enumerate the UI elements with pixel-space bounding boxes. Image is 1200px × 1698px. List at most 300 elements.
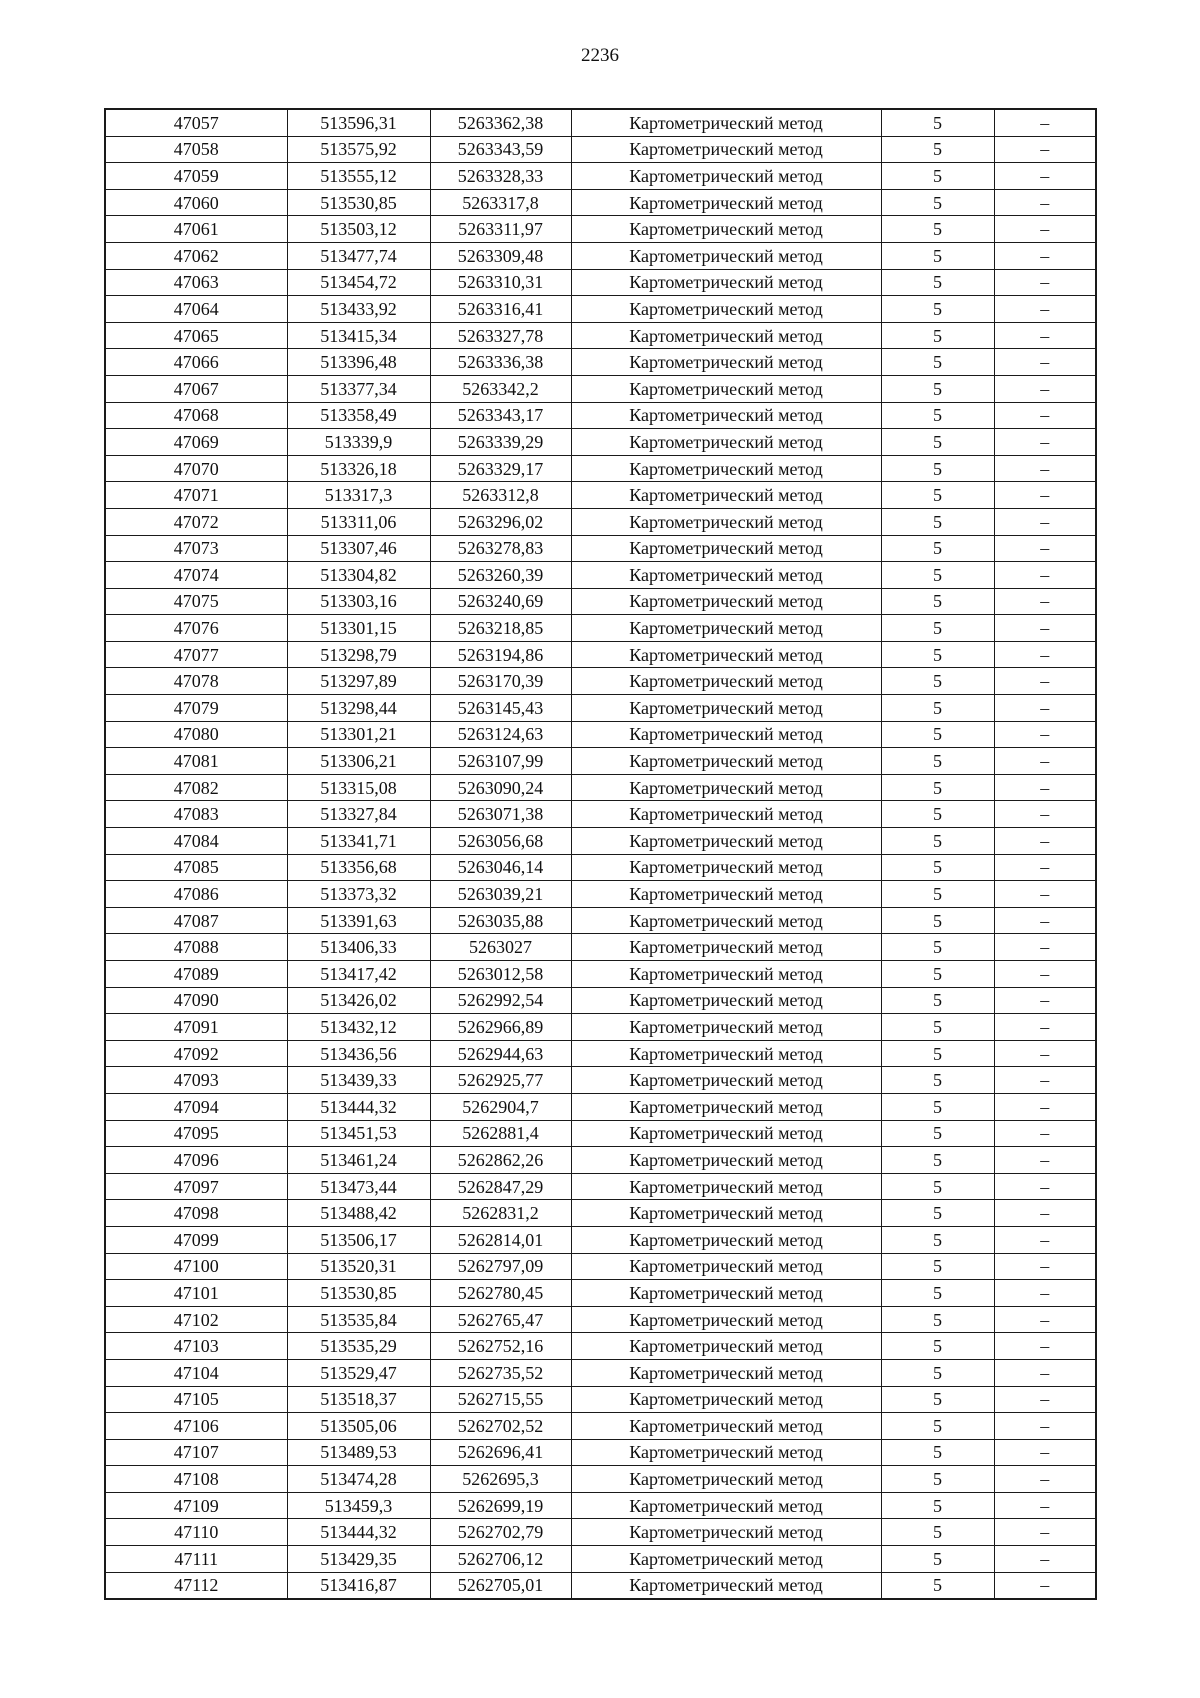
y-coordinate-cell: 5263343,59 bbox=[430, 136, 571, 163]
accuracy-cell: 5 bbox=[881, 668, 994, 695]
y-coordinate-cell: 5263343,17 bbox=[430, 402, 571, 429]
accuracy-cell: 5 bbox=[881, 136, 994, 163]
x-coordinate-cell: 513373,32 bbox=[287, 881, 430, 908]
accuracy-cell: 5 bbox=[881, 881, 994, 908]
table-row bbox=[105, 1253, 1096, 1280]
method-cell: Картометрический метод bbox=[571, 1067, 881, 1094]
method-cell: Картометрический метод bbox=[571, 1147, 881, 1174]
x-coordinate-cell: 513459,3 bbox=[287, 1492, 430, 1519]
point-number-cell: 47094 bbox=[105, 1093, 287, 1120]
note-cell: – bbox=[994, 1200, 1096, 1227]
table-row bbox=[105, 1359, 1096, 1386]
note-cell: – bbox=[994, 1147, 1096, 1174]
point-number-cell: 47088 bbox=[105, 934, 287, 961]
point-number-cell: 47100 bbox=[105, 1253, 287, 1280]
method-cell: Картометрический метод bbox=[571, 1333, 881, 1360]
x-coordinate-cell: 513530,85 bbox=[287, 189, 430, 216]
table-row bbox=[105, 455, 1096, 482]
note-cell: – bbox=[994, 269, 1096, 296]
table-row bbox=[105, 1306, 1096, 1333]
point-number-cell: 47109 bbox=[105, 1492, 287, 1519]
note-cell: – bbox=[994, 1519, 1096, 1546]
x-coordinate-cell: 513520,31 bbox=[287, 1253, 430, 1280]
point-number-cell: 47104 bbox=[105, 1359, 287, 1386]
method-cell: Картометрический метод bbox=[571, 615, 881, 642]
y-coordinate-cell: 5262706,12 bbox=[430, 1546, 571, 1573]
note-cell: – bbox=[994, 1492, 1096, 1519]
x-coordinate-cell: 513535,84 bbox=[287, 1306, 430, 1333]
table-row bbox=[105, 429, 1096, 456]
y-coordinate-cell: 5263312,8 bbox=[430, 482, 571, 509]
accuracy-cell: 5 bbox=[881, 934, 994, 961]
x-coordinate-cell: 513306,21 bbox=[287, 748, 430, 775]
accuracy-cell: 5 bbox=[881, 828, 994, 855]
table-row bbox=[105, 828, 1096, 855]
note-cell: – bbox=[994, 1466, 1096, 1493]
accuracy-cell: 5 bbox=[881, 535, 994, 562]
method-cell: Картометрический метод bbox=[571, 934, 881, 961]
accuracy-cell: 5 bbox=[881, 482, 994, 509]
table-row bbox=[105, 1093, 1096, 1120]
note-cell: – bbox=[994, 1359, 1096, 1386]
note-cell: – bbox=[994, 1093, 1096, 1120]
point-number-cell: 47105 bbox=[105, 1386, 287, 1413]
point-number-cell: 47091 bbox=[105, 1014, 287, 1041]
page-number: 2236 bbox=[581, 45, 619, 66]
note-cell: – bbox=[994, 429, 1096, 456]
method-cell: Картометрический метод bbox=[571, 322, 881, 349]
y-coordinate-cell: 5262752,16 bbox=[430, 1333, 571, 1360]
x-coordinate-cell: 513339,9 bbox=[287, 429, 430, 456]
table-row bbox=[105, 615, 1096, 642]
method-cell: Картометрический метод bbox=[571, 1014, 881, 1041]
note-cell: – bbox=[994, 482, 1096, 509]
accuracy-cell: 5 bbox=[881, 1120, 994, 1147]
table-row bbox=[105, 163, 1096, 190]
x-coordinate-cell: 513429,35 bbox=[287, 1546, 430, 1573]
y-coordinate-cell: 5263311,97 bbox=[430, 216, 571, 243]
y-coordinate-cell: 5263278,83 bbox=[430, 535, 571, 562]
accuracy-cell: 5 bbox=[881, 1519, 994, 1546]
y-coordinate-cell: 5263039,21 bbox=[430, 881, 571, 908]
accuracy-cell: 5 bbox=[881, 721, 994, 748]
x-coordinate-cell: 513518,37 bbox=[287, 1386, 430, 1413]
y-coordinate-cell: 5262814,01 bbox=[430, 1226, 571, 1253]
x-coordinate-cell: 513311,06 bbox=[287, 508, 430, 535]
point-number-cell: 47061 bbox=[105, 216, 287, 243]
method-cell: Картометрический метод bbox=[571, 136, 881, 163]
table-row bbox=[105, 987, 1096, 1014]
method-cell: Картометрический метод bbox=[571, 1519, 881, 1546]
note-cell: – bbox=[994, 774, 1096, 801]
accuracy-cell: 5 bbox=[881, 1386, 994, 1413]
point-number-cell: 47065 bbox=[105, 322, 287, 349]
y-coordinate-cell: 5263194,86 bbox=[430, 641, 571, 668]
y-coordinate-cell: 5263056,68 bbox=[430, 828, 571, 855]
table-row bbox=[105, 1173, 1096, 1200]
table-row bbox=[105, 1067, 1096, 1094]
note-cell: – bbox=[994, 1413, 1096, 1440]
x-coordinate-cell: 513505,06 bbox=[287, 1413, 430, 1440]
method-cell: Картометрический метод bbox=[571, 721, 881, 748]
table-row bbox=[105, 721, 1096, 748]
accuracy-cell: 5 bbox=[881, 1014, 994, 1041]
coordinates-table-body bbox=[105, 109, 1096, 1599]
x-coordinate-cell: 513298,79 bbox=[287, 641, 430, 668]
point-number-cell: 47057 bbox=[105, 109, 287, 136]
method-cell: Картометрический метод bbox=[571, 1040, 881, 1067]
note-cell: – bbox=[994, 455, 1096, 482]
table-row bbox=[105, 961, 1096, 988]
accuracy-cell: 5 bbox=[881, 508, 994, 535]
point-number-cell: 47089 bbox=[105, 961, 287, 988]
point-number-cell: 47063 bbox=[105, 269, 287, 296]
accuracy-cell: 5 bbox=[881, 562, 994, 589]
point-number-cell: 47096 bbox=[105, 1147, 287, 1174]
x-coordinate-cell: 513555,12 bbox=[287, 163, 430, 190]
x-coordinate-cell: 513298,44 bbox=[287, 695, 430, 722]
note-cell: – bbox=[994, 1253, 1096, 1280]
table-row bbox=[105, 801, 1096, 828]
accuracy-cell: 5 bbox=[881, 615, 994, 642]
y-coordinate-cell: 5263336,38 bbox=[430, 349, 571, 376]
table-row bbox=[105, 1519, 1096, 1546]
point-number-cell: 47080 bbox=[105, 721, 287, 748]
note-cell: – bbox=[994, 881, 1096, 908]
table-row bbox=[105, 1572, 1096, 1599]
y-coordinate-cell: 5263309,48 bbox=[430, 242, 571, 269]
point-number-cell: 47070 bbox=[105, 455, 287, 482]
point-number-cell: 47101 bbox=[105, 1280, 287, 1307]
table-row bbox=[105, 1413, 1096, 1440]
point-number-cell: 47082 bbox=[105, 774, 287, 801]
method-cell: Картометрический метод bbox=[571, 163, 881, 190]
y-coordinate-cell: 5263328,33 bbox=[430, 163, 571, 190]
x-coordinate-cell: 513454,72 bbox=[287, 269, 430, 296]
accuracy-cell: 5 bbox=[881, 455, 994, 482]
accuracy-cell: 5 bbox=[881, 801, 994, 828]
x-coordinate-cell: 513416,87 bbox=[287, 1572, 430, 1599]
table-row bbox=[105, 668, 1096, 695]
accuracy-cell: 5 bbox=[881, 1253, 994, 1280]
note-cell: – bbox=[994, 189, 1096, 216]
point-number-cell: 47062 bbox=[105, 242, 287, 269]
method-cell: Картометрический метод bbox=[571, 828, 881, 855]
method-cell: Картометрический метод bbox=[571, 1253, 881, 1280]
table-row bbox=[105, 1200, 1096, 1227]
x-coordinate-cell: 513461,24 bbox=[287, 1147, 430, 1174]
x-coordinate-cell: 513358,49 bbox=[287, 402, 430, 429]
table-row bbox=[105, 109, 1096, 136]
x-coordinate-cell: 513341,71 bbox=[287, 828, 430, 855]
y-coordinate-cell: 5262992,54 bbox=[430, 987, 571, 1014]
note-cell: – bbox=[994, 349, 1096, 376]
point-number-cell: 47077 bbox=[105, 641, 287, 668]
x-coordinate-cell: 513506,17 bbox=[287, 1226, 430, 1253]
method-cell: Картометрический метод bbox=[571, 562, 881, 589]
table-row bbox=[105, 189, 1096, 216]
table-row bbox=[105, 641, 1096, 668]
x-coordinate-cell: 513327,84 bbox=[287, 801, 430, 828]
method-cell: Картометрический метод bbox=[571, 854, 881, 881]
y-coordinate-cell: 5262925,77 bbox=[430, 1067, 571, 1094]
x-coordinate-cell: 513391,63 bbox=[287, 907, 430, 934]
x-coordinate-cell: 513307,46 bbox=[287, 535, 430, 562]
table-row bbox=[105, 1333, 1096, 1360]
note-cell: – bbox=[994, 1306, 1096, 1333]
x-coordinate-cell: 513530,85 bbox=[287, 1280, 430, 1307]
note-cell: – bbox=[994, 1546, 1096, 1573]
point-number-cell: 47095 bbox=[105, 1120, 287, 1147]
x-coordinate-cell: 513433,92 bbox=[287, 296, 430, 323]
point-number-cell: 47087 bbox=[105, 907, 287, 934]
table-row bbox=[105, 402, 1096, 429]
accuracy-cell: 5 bbox=[881, 109, 994, 136]
note-cell: – bbox=[994, 375, 1096, 402]
x-coordinate-cell: 513529,47 bbox=[287, 1359, 430, 1386]
y-coordinate-cell: 5263339,29 bbox=[430, 429, 571, 456]
x-coordinate-cell: 513303,16 bbox=[287, 588, 430, 615]
y-coordinate-cell: 5263218,85 bbox=[430, 615, 571, 642]
point-number-cell: 47066 bbox=[105, 349, 287, 376]
point-number-cell: 47106 bbox=[105, 1413, 287, 1440]
y-coordinate-cell: 5263240,69 bbox=[430, 588, 571, 615]
accuracy-cell: 5 bbox=[881, 1439, 994, 1466]
table-row bbox=[105, 774, 1096, 801]
point-number-cell: 47111 bbox=[105, 1546, 287, 1573]
note-cell: – bbox=[994, 961, 1096, 988]
y-coordinate-cell: 5263316,41 bbox=[430, 296, 571, 323]
point-number-cell: 47071 bbox=[105, 482, 287, 509]
table-row bbox=[105, 242, 1096, 269]
y-coordinate-cell: 5262847,29 bbox=[430, 1173, 571, 1200]
accuracy-cell: 5 bbox=[881, 189, 994, 216]
y-coordinate-cell: 5263327,78 bbox=[430, 322, 571, 349]
y-coordinate-cell: 5263012,58 bbox=[430, 961, 571, 988]
table-row bbox=[105, 508, 1096, 535]
accuracy-cell: 5 bbox=[881, 774, 994, 801]
note-cell: – bbox=[994, 402, 1096, 429]
y-coordinate-cell: 5262705,01 bbox=[430, 1572, 571, 1599]
x-coordinate-cell: 513356,68 bbox=[287, 854, 430, 881]
x-coordinate-cell: 513477,74 bbox=[287, 242, 430, 269]
note-cell: – bbox=[994, 748, 1096, 775]
method-cell: Картометрический метод bbox=[571, 455, 881, 482]
y-coordinate-cell: 5263170,39 bbox=[430, 668, 571, 695]
x-coordinate-cell: 513396,48 bbox=[287, 349, 430, 376]
accuracy-cell: 5 bbox=[881, 961, 994, 988]
y-coordinate-cell: 5262735,52 bbox=[430, 1359, 571, 1386]
method-cell: Картометрический метод bbox=[571, 349, 881, 376]
point-number-cell: 47058 bbox=[105, 136, 287, 163]
accuracy-cell: 5 bbox=[881, 695, 994, 722]
table-row bbox=[105, 588, 1096, 615]
y-coordinate-cell: 5263317,8 bbox=[430, 189, 571, 216]
point-number-cell: 47078 bbox=[105, 668, 287, 695]
table-row bbox=[105, 296, 1096, 323]
note-cell: – bbox=[994, 163, 1096, 190]
accuracy-cell: 5 bbox=[881, 748, 994, 775]
point-number-cell: 47069 bbox=[105, 429, 287, 456]
x-coordinate-cell: 513315,08 bbox=[287, 774, 430, 801]
x-coordinate-cell: 513377,34 bbox=[287, 375, 430, 402]
y-coordinate-cell: 5263046,14 bbox=[430, 854, 571, 881]
point-number-cell: 47092 bbox=[105, 1040, 287, 1067]
point-number-cell: 47108 bbox=[105, 1466, 287, 1493]
y-coordinate-cell: 5263124,63 bbox=[430, 721, 571, 748]
accuracy-cell: 5 bbox=[881, 641, 994, 668]
x-coordinate-cell: 513432,12 bbox=[287, 1014, 430, 1041]
method-cell: Картометрический метод bbox=[571, 1546, 881, 1573]
note-cell: – bbox=[994, 695, 1096, 722]
table-row bbox=[105, 1546, 1096, 1573]
note-cell: – bbox=[994, 1572, 1096, 1599]
y-coordinate-cell: 5262780,45 bbox=[430, 1280, 571, 1307]
method-cell: Картометрический метод bbox=[571, 1572, 881, 1599]
y-coordinate-cell: 5262699,19 bbox=[430, 1492, 571, 1519]
point-number-cell: 47107 bbox=[105, 1439, 287, 1466]
note-cell: – bbox=[994, 934, 1096, 961]
method-cell: Картометрический метод bbox=[571, 881, 881, 908]
accuracy-cell: 5 bbox=[881, 854, 994, 881]
note-cell: – bbox=[994, 801, 1096, 828]
accuracy-cell: 5 bbox=[881, 987, 994, 1014]
x-coordinate-cell: 513575,92 bbox=[287, 136, 430, 163]
method-cell: Картометрический метод bbox=[571, 668, 881, 695]
table-row bbox=[105, 216, 1096, 243]
point-number-cell: 47060 bbox=[105, 189, 287, 216]
accuracy-cell: 5 bbox=[881, 1572, 994, 1599]
y-coordinate-cell: 5263310,31 bbox=[430, 269, 571, 296]
table-row bbox=[105, 695, 1096, 722]
note-cell: – bbox=[994, 322, 1096, 349]
method-cell: Картометрический метод bbox=[571, 375, 881, 402]
point-number-cell: 47079 bbox=[105, 695, 287, 722]
method-cell: Картометрический метод bbox=[571, 109, 881, 136]
note-cell: – bbox=[994, 987, 1096, 1014]
x-coordinate-cell: 513297,89 bbox=[287, 668, 430, 695]
table-row bbox=[105, 1492, 1096, 1519]
y-coordinate-cell: 5262831,2 bbox=[430, 1200, 571, 1227]
table-row bbox=[105, 482, 1096, 509]
accuracy-cell: 5 bbox=[881, 1226, 994, 1253]
table-row bbox=[105, 1280, 1096, 1307]
method-cell: Картометрический метод bbox=[571, 296, 881, 323]
accuracy-cell: 5 bbox=[881, 1492, 994, 1519]
table-row bbox=[105, 1226, 1096, 1253]
method-cell: Картометрический метод bbox=[571, 641, 881, 668]
point-number-cell: 47110 bbox=[105, 1519, 287, 1546]
method-cell: Картометрический метод bbox=[571, 1492, 881, 1519]
note-cell: – bbox=[994, 216, 1096, 243]
point-number-cell: 47068 bbox=[105, 402, 287, 429]
note-cell: – bbox=[994, 1280, 1096, 1307]
note-cell: – bbox=[994, 1439, 1096, 1466]
x-coordinate-cell: 513417,42 bbox=[287, 961, 430, 988]
x-coordinate-cell: 513473,44 bbox=[287, 1173, 430, 1200]
accuracy-cell: 5 bbox=[881, 242, 994, 269]
point-number-cell: 47085 bbox=[105, 854, 287, 881]
table-row bbox=[105, 375, 1096, 402]
note-cell: – bbox=[994, 1333, 1096, 1360]
point-number-cell: 47097 bbox=[105, 1173, 287, 1200]
note-cell: – bbox=[994, 296, 1096, 323]
point-number-cell: 47093 bbox=[105, 1067, 287, 1094]
point-number-cell: 47083 bbox=[105, 801, 287, 828]
method-cell: Картометрический метод bbox=[571, 1359, 881, 1386]
point-number-cell: 47067 bbox=[105, 375, 287, 402]
accuracy-cell: 5 bbox=[881, 269, 994, 296]
table-row bbox=[105, 881, 1096, 908]
point-number-cell: 47059 bbox=[105, 163, 287, 190]
y-coordinate-cell: 5263145,43 bbox=[430, 695, 571, 722]
accuracy-cell: 5 bbox=[881, 322, 994, 349]
y-coordinate-cell: 5262966,89 bbox=[430, 1014, 571, 1041]
accuracy-cell: 5 bbox=[881, 402, 994, 429]
x-coordinate-cell: 513474,28 bbox=[287, 1466, 430, 1493]
y-coordinate-cell: 5262702,79 bbox=[430, 1519, 571, 1546]
y-coordinate-cell: 5263362,38 bbox=[430, 109, 571, 136]
y-coordinate-cell: 5263260,39 bbox=[430, 562, 571, 589]
y-coordinate-cell: 5262715,55 bbox=[430, 1386, 571, 1413]
table-row bbox=[105, 269, 1096, 296]
accuracy-cell: 5 bbox=[881, 163, 994, 190]
note-cell: – bbox=[994, 1173, 1096, 1200]
y-coordinate-cell: 5262695,3 bbox=[430, 1466, 571, 1493]
accuracy-cell: 5 bbox=[881, 1040, 994, 1067]
point-number-cell: 47073 bbox=[105, 535, 287, 562]
method-cell: Картометрический метод bbox=[571, 1466, 881, 1493]
y-coordinate-cell: 5262904,7 bbox=[430, 1093, 571, 1120]
note-cell: – bbox=[994, 854, 1096, 881]
y-coordinate-cell: 5262696,41 bbox=[430, 1439, 571, 1466]
method-cell: Картометрический метод bbox=[571, 774, 881, 801]
table-row bbox=[105, 748, 1096, 775]
table-row bbox=[105, 1040, 1096, 1067]
x-coordinate-cell: 513436,56 bbox=[287, 1040, 430, 1067]
accuracy-cell: 5 bbox=[881, 216, 994, 243]
note-cell: – bbox=[994, 508, 1096, 535]
table-row bbox=[105, 1147, 1096, 1174]
method-cell: Картометрический метод bbox=[571, 1093, 881, 1120]
table-row bbox=[105, 322, 1096, 349]
y-coordinate-cell: 5263035,88 bbox=[430, 907, 571, 934]
point-number-cell: 47099 bbox=[105, 1226, 287, 1253]
method-cell: Картометрический метод bbox=[571, 482, 881, 509]
point-number-cell: 47090 bbox=[105, 987, 287, 1014]
x-coordinate-cell: 513596,31 bbox=[287, 109, 430, 136]
method-cell: Картометрический метод bbox=[571, 588, 881, 615]
y-coordinate-cell: 5263296,02 bbox=[430, 508, 571, 535]
x-coordinate-cell: 513406,33 bbox=[287, 934, 430, 961]
method-cell: Картометрический метод bbox=[571, 748, 881, 775]
note-cell: – bbox=[994, 828, 1096, 855]
method-cell: Картометрический метод bbox=[571, 535, 881, 562]
coordinates-table bbox=[104, 108, 1097, 1600]
table-row bbox=[105, 1386, 1096, 1413]
method-cell: Картометрический метод bbox=[571, 402, 881, 429]
x-coordinate-cell: 513426,02 bbox=[287, 987, 430, 1014]
method-cell: Картометрический метод bbox=[571, 1386, 881, 1413]
method-cell: Картометрический метод bbox=[571, 269, 881, 296]
method-cell: Картометрический метод bbox=[571, 801, 881, 828]
table-row bbox=[105, 136, 1096, 163]
point-number-cell: 47102 bbox=[105, 1306, 287, 1333]
accuracy-cell: 5 bbox=[881, 296, 994, 323]
method-cell: Картометрический метод bbox=[571, 987, 881, 1014]
accuracy-cell: 5 bbox=[881, 1306, 994, 1333]
point-number-cell: 47072 bbox=[105, 508, 287, 535]
